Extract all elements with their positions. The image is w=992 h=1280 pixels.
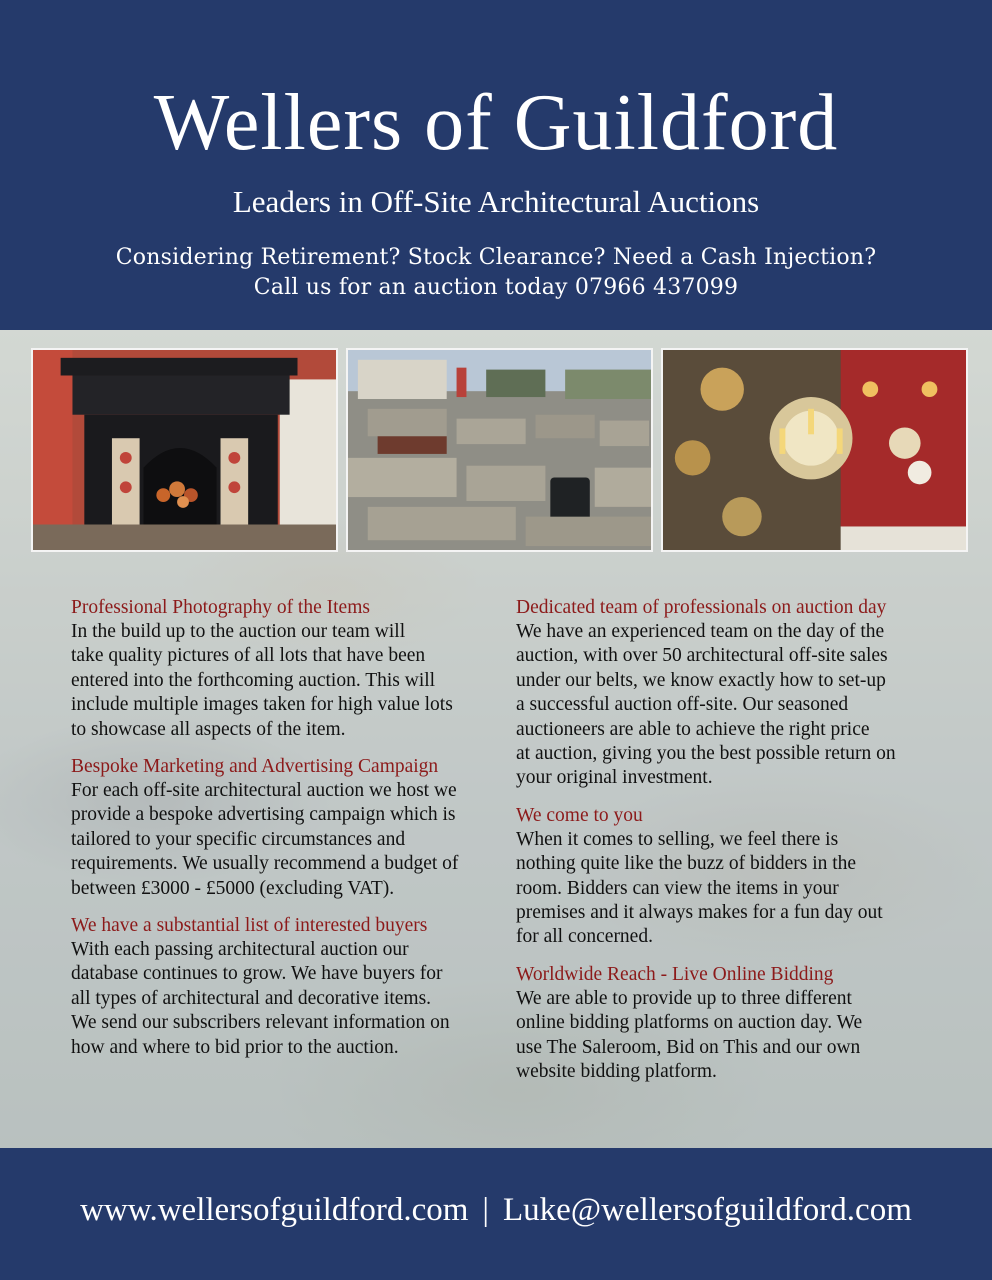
section-body: We have an experienced team on the day of the auction, with over 50 architectural off-site sales under our belts, we know exactly how to set-up a successful auction off-site. Our seasoned auctioneers are able to achieve the right price at auction, giving you the best possible return on your original investment. (516, 621, 896, 789)
left-column (71, 596, 491, 1073)
section-heading: We come to you (516, 804, 643, 826)
section-body: For each off-site architectural auction we host we provide a bespoke advertising campaign which is tailored to your specific circumstances and requirements. We usually recommend a budget of between £3000 - £5000 (excluding VAT). (71, 780, 459, 899)
section-heading: Dedicated team of professionals on auction day (516, 597, 887, 618)
section-body: We are able to provide up to three different online bidding platforms on auction day. We use The Saleroom, Bid on This and our own website bidding platform. (516, 987, 863, 1083)
page-subtitle: Leaders in Off-Site Architectural Auctions (232, 184, 760, 219)
website-link[interactable]: www.wellersofguildford.com (80, 1192, 469, 1228)
separator: | (482, 1192, 489, 1228)
section-photography (71, 596, 491, 742)
section-heading: Professional Photography of the Items (71, 597, 370, 618)
section-body: With each passing architectural auction our database continues to grow. We have buyers for all types of architectural and decorative items. We send our subscribers relevant information on how and where to bid prior to the auction. (71, 939, 450, 1058)
section-heading: We have a substantial list of interested buyers (71, 915, 428, 937)
footer-banner (0, 1148, 992, 1280)
header-banner (0, 0, 992, 330)
section-buyers (71, 914, 491, 1060)
email-link[interactable]: Luke@wellersofguildford.com (503, 1192, 912, 1228)
fireplace-photo (31, 348, 338, 552)
tagline-call: Call us for an auction today 07966 437099 (253, 275, 739, 300)
content-area (0, 330, 992, 1148)
section-body: When it comes to selling, we feel there is nothing quite like the buzz of bidders in the room. Bidders can view the items in your premises and it always makes for a fun day out for all concerned. (516, 828, 883, 948)
section-heading: Bespoke Marketing and Advertising Campaign (71, 756, 439, 778)
section-online-bidding (516, 963, 946, 1085)
section-heading: Worldwide Reach - Live Online Bidding (516, 963, 834, 985)
page-title: Wellers of Guildford (153, 79, 839, 167)
tagline-questions: Considering Retirement? Stock Clearance? Need a Cash Injection? (115, 245, 877, 270)
chandeliers-photo (661, 348, 968, 552)
section-marketing (71, 755, 491, 901)
section-body: In the build up to the auction our team will take quality pictures of all lots that have been entered into the forthcoming auction. This will include multiple images taken for high value lots to showcase all aspects of the item. (71, 621, 453, 740)
section-team (516, 596, 946, 791)
contact-line (0, 1190, 992, 1230)
section-come-to-you (516, 804, 946, 950)
stone-troughs-yard-photo (346, 348, 653, 552)
right-column (516, 596, 946, 1098)
